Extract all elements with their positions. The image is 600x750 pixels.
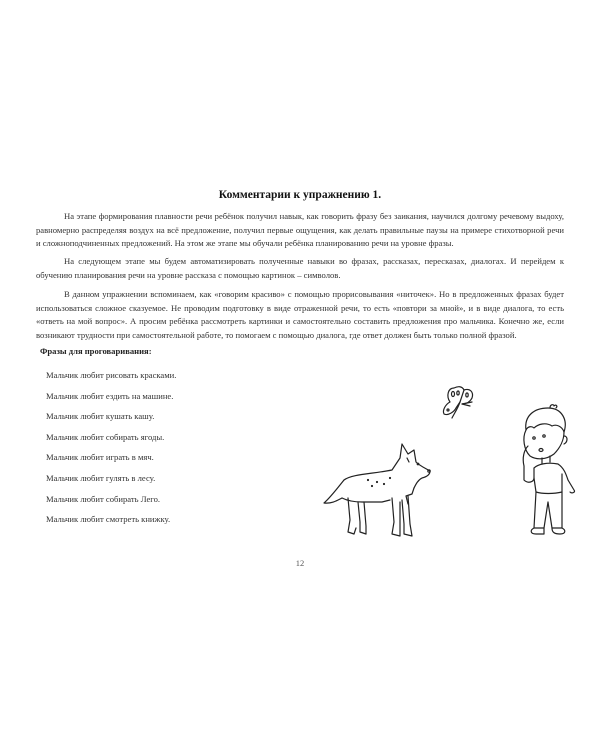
phrases-list	[46, 369, 176, 534]
wolf-illustration-icon	[322, 440, 437, 545]
paragraph-2: На следующем этапе мы будем автоматизировать полученные навыки во фразах, рассказах, пересказах, диалогах. И перейдем к обучению планирования речи на уровне рассказа с помощью картинок – символов.	[36, 256, 564, 280]
phrases-heading: Фразы для проговаривания:	[40, 346, 152, 356]
phrase-item: Мальчик любит смотреть книжку.	[46, 514, 171, 525]
paragraph-1: На этапе формирования плавности речи ребёнок получил навык, как говорить фразу без заикания, научился долгому речевому выдоху, равномерно распределяя воздух на всё предложение, получил первые ощущения, как делать правильные паузы на примере стихотворной речи и сложноподчиненных предложений. На этом же этапе мы обучали ребёнка планированию речи на уровне фразы.	[36, 211, 564, 248]
section-title: Комментарии к упражнению 1.	[218, 189, 382, 201]
phrase-item: Мальчик любит рисовать красками.	[46, 370, 177, 380]
page-number: 12	[295, 558, 305, 568]
paragraph-3: В данном упражнении вспоминаем, как «говорим красиво» с помощью прорисовывания «ниточек». Но в предложенных фразах будет использоваться сложное сказуемое. Не проводим подготовку в виде отраженной речи, то есть «повтори за мной», и в виде диалога, то есть «ответь на мой вопрос». А просим ребёнка рассмотреть картинки и самостоятельно составить предложения про мальчика. Конечно же, если возникают трудности при самостоятельной работе, то помогаем с помощью диалога, где ответ должен быть только полной фразой.	[36, 289, 564, 340]
boy-illustration-icon	[508, 402, 586, 542]
phrase-item: Мальчик любит играть в мяч.	[46, 452, 154, 463]
phrase-item: Мальчик любит гулять в лесу.	[46, 472, 156, 483]
butterfly-illustration-icon	[440, 384, 480, 424]
phrase-item: Мальчик любит кушать кашу.	[46, 411, 155, 422]
phrase-item: Мальчик любит собирать ягоды.	[46, 431, 165, 442]
phrase-item: Мальчик любит собирать Лего.	[46, 493, 161, 504]
phrase-item: Мальчик любит ездить на машине.	[46, 390, 174, 401]
